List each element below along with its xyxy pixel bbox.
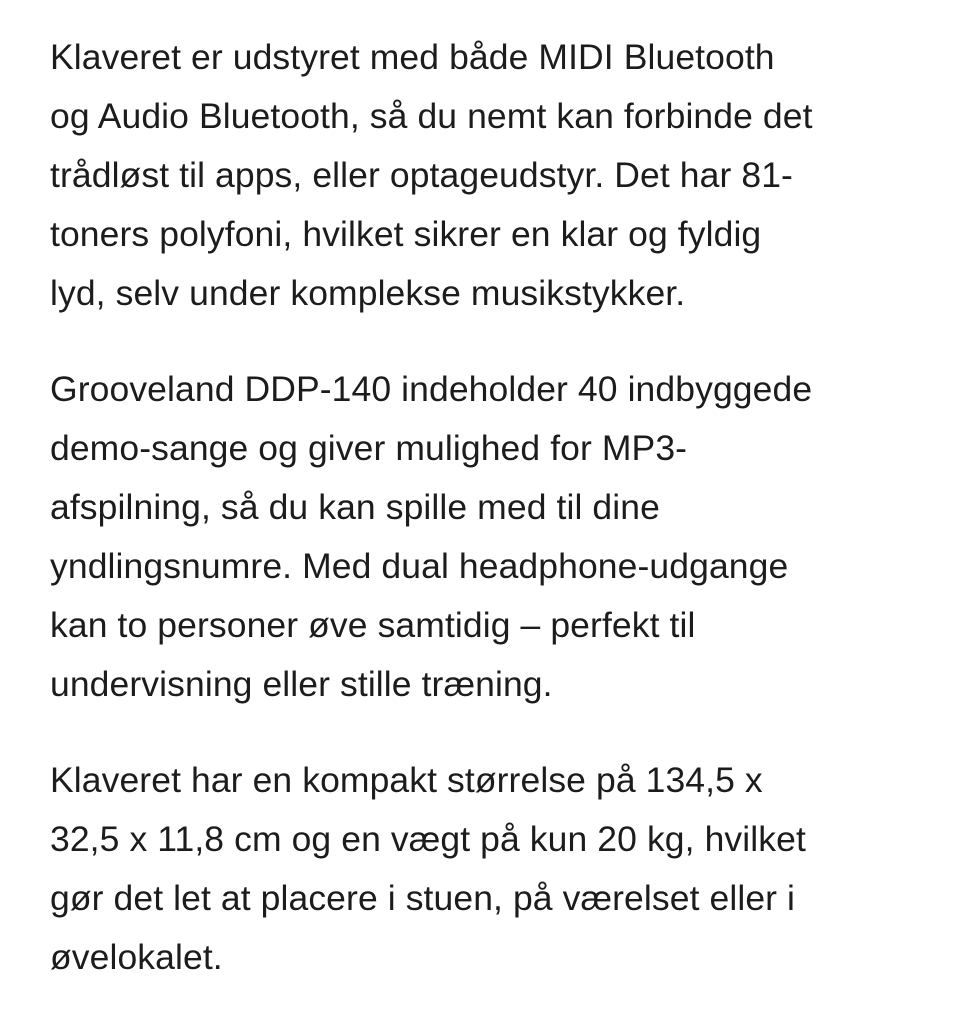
text-line: Grooveland DDP-140 indeholder 40 indbyggede	[50, 369, 813, 409]
text-line: øvelokalet.	[50, 937, 223, 977]
text-line: trådløst til apps, eller optageudstyr. Det har 81-	[50, 155, 793, 195]
text-line: 32,5 x 11,8 cm og en vægt på kun 20 kg, hvilket	[50, 819, 806, 859]
text-line: undervisning eller stille træning.	[50, 664, 553, 704]
text-line: gør det let at placere i stuen, på værelset eller i	[50, 878, 796, 918]
text-line: toners polyfoni, hvilket sikrer en klar og fyldig	[50, 214, 762, 254]
text-line: lyd, selv under komplekse musikstykker.	[50, 273, 686, 313]
paragraph-connectivity	[50, 28, 940, 323]
text-line: Klaveret har en kompakt størrelse på 134,5 x	[50, 760, 763, 800]
text-line: afspilning, så du kan spille med til dine	[50, 487, 660, 527]
paragraph-features	[50, 360, 940, 714]
text-line: kan to personer øve samtidig – perfekt til	[50, 605, 696, 645]
product-description	[50, 28, 940, 1024]
text-line: demo-sange og giver mulighed for MP3-	[50, 428, 688, 468]
text-line: yndlingsnumre. Med dual headphone-udgange	[50, 546, 789, 586]
text-line: Klaveret er udstyret med både MIDI Bluetooth	[50, 37, 775, 77]
paragraph-dimensions	[50, 751, 940, 987]
text-line: og Audio Bluetooth, så du nemt kan forbinde det	[50, 96, 813, 136]
